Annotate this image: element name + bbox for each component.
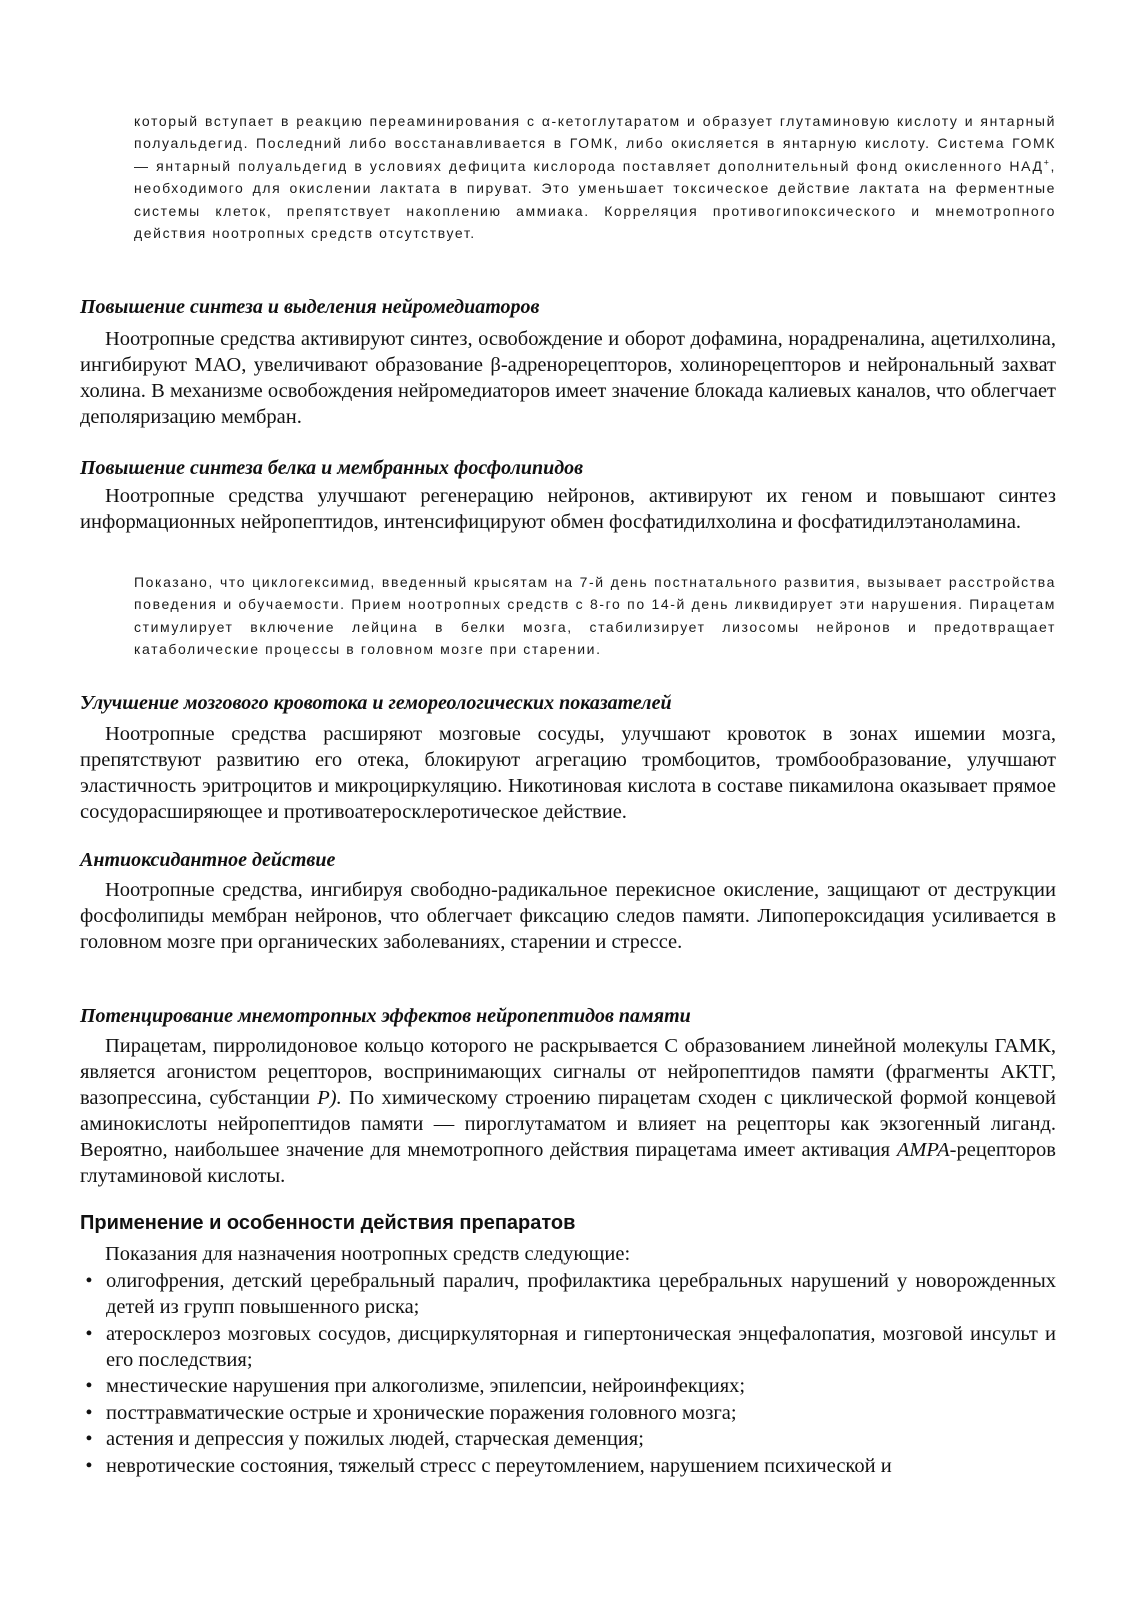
- list-item: [80, 1373, 1056, 1399]
- italic-term: АМРА: [896, 1139, 950, 1161]
- list-item: [80, 1268, 1056, 1320]
- list-item: [80, 1453, 1056, 1479]
- bullet-icon: •: [85, 1454, 93, 1477]
- list-item-text: мнестические нарушения при алкоголизме, эпилепсии, нейроинфекциях;: [106, 1375, 746, 1397]
- paragraph-text: Пирацетам, пирролидоновое кольцо которого не раскрывается С образованием линейной молекулы ГАМК, является агонистом рецепторов, воспринимающих сигналы от нейропептидов памяти (фрагменты АКТГ, вазопрессина, субстанции: [80, 1035, 1056, 1109]
- section-note-protein-synthesis: Показано, что циклогексимид, введенный крысятам на 7-й день постнатального развития, вызывает расстройства поведения и обучаемости. Прием ноотропных средств с 8-го по 14-й день ликвидирует эти нарушения. Пирацетам стимулирует включение лейцина в белки мозга, стабилизирует лизосомы нейронов и предотвращает катаболические процессы в головном мозге при старении.: [134, 574, 1056, 658]
- list-item: [80, 1426, 1056, 1452]
- application-title: Применение и особенности действия препаратов: [80, 1212, 576, 1234]
- paragraph-text: По химическому строению пирацетам сходен с циклической формой концевой аминокислоты нейропептидов памяти — пироглутаматом и влияет на рецепторы как экзогенный лиганд. Вероятно, наибольшее значение для мнемотропного действия пирацетама имеет активация: [80, 1087, 1056, 1161]
- list-item: [80, 1400, 1056, 1426]
- section-text-neuropeptides: [80, 1033, 1056, 1189]
- list-item-text: олигофрения, детский церебральный паралич, профилактика церебральных нарушений у новорожденных детей из групп повышенного риска;: [106, 1270, 1056, 1318]
- bullet-icon: •: [85, 1401, 93, 1424]
- alpha-symbol: α: [541, 113, 552, 129]
- intro-note: [134, 110, 1056, 244]
- note-text: , необходимого для окислении лактата в пируват. Это уменьшает токсическое действие лактата на ферментные системы клеток, препятствует накоплению аммиака. Корреляция противогипоксического и мнемотропного действия ноотропных средств отсутствует.: [134, 157, 1056, 242]
- section-heading-neuropeptides: Потенцирование мнемотропных эффектов нейропептидов памяти: [80, 1005, 691, 1027]
- list-item-text: астения и депрессия у пожилых людей, старческая деменция;: [106, 1428, 644, 1450]
- bullet-icon: •: [85, 1270, 93, 1292]
- section-heading-blood-flow: Улучшение мозгового кровотока и гемореологических показателей: [80, 692, 672, 714]
- list-item-text: атеросклероз мозговых сосудов, дисциркуляторная и гипертоническая энцефалопатия, мозговой инсульт и его последствия;: [106, 1322, 1056, 1371]
- indications-list: [80, 1268, 1056, 1479]
- section-heading-protein-synthesis: Повышение синтеза белка и мембранных фосфолипидов: [80, 457, 584, 479]
- section-heading-antioxidant: Антиоксидантное действие: [80, 849, 336, 871]
- note-text: который вступает в реакцию переаминирования с: [134, 113, 542, 129]
- section-text-protein-synthesis: Ноотропные средства улучшают регенерацию нейронов, активируют их геном и повышают синтез информационных нейропептидов, интенсифицируют обмен фосфатидилхолина и фосфатидилэтаноламина.: [80, 485, 1056, 533]
- section-heading-neuromediators: Повышение синтеза и выделения нейромедиаторов: [80, 296, 540, 318]
- application-intro: Показания для назначения ноотропных средств следующие:: [105, 1243, 631, 1265]
- paragraph-text: -рецепторов глутаминовой кислоты.: [80, 1139, 1056, 1187]
- bullet-icon: •: [85, 1322, 93, 1345]
- list-item-text: невротические состояния, тяжелый стресс с переутомлением, нарушением психической и: [106, 1454, 892, 1477]
- bullet-icon: •: [85, 1375, 93, 1397]
- list-item-text: посттравматические острые и хронические поражения головного мозга;: [106, 1401, 737, 1424]
- section-text-blood-flow: Ноотропные средства расширяют мозговые сосуды, улучшают кровоток в зонах ишемии мозга, препятствуют развитию его отека, блокируют агрегацию тромбоцитов, тромбообразование, улучшают эластичность эритроцитов и микроциркуляцию. Никотиновая кислота в составе пикамилона оказывает прямое сосудорасширяющее и противоатеросклеротическое действие.: [80, 723, 1056, 823]
- list-item: [80, 1321, 1056, 1373]
- bullet-icon: •: [85, 1428, 93, 1450]
- note-text: -кетоглутаратом и образует глутаминовую кислоту и янтарный полуальдегид. Последний либо восстанавливается в ГОМК, либо окисляется в янтарную кислоту. Система ГОМК — янтарный полуальдегид в условиях дефицита кислорода поставляет дополнительный фонд окисленного НАД: [134, 113, 1056, 174]
- section-text-antioxidant: Ноотропные средства, ингибируя свободно-радикальное перекисное окисление, защищают от деструкции фосфолипиды мембран нейронов, что облегчает фиксацию следов памяти. Липопероксидация усиливается в головном мозге при органических заболеваниях, старении и стрессе.: [80, 879, 1056, 953]
- superscript-plus: +: [1043, 157, 1051, 168]
- italic-term: Р).: [317, 1087, 342, 1109]
- section-text-neuromediators: Ноотропные средства активируют синтез, освобождение и оборот дофамина, норадреналина, ацетилхолина, ингибируют МАО, увеличивают образование β-адренорецепторов, холинорецепторов и нейрональный захват холина. В механизме освобождения нейромедиаторов имеет значение блокада калиевых каналов, что облегчает деполяризацию мембран.: [80, 328, 1056, 428]
